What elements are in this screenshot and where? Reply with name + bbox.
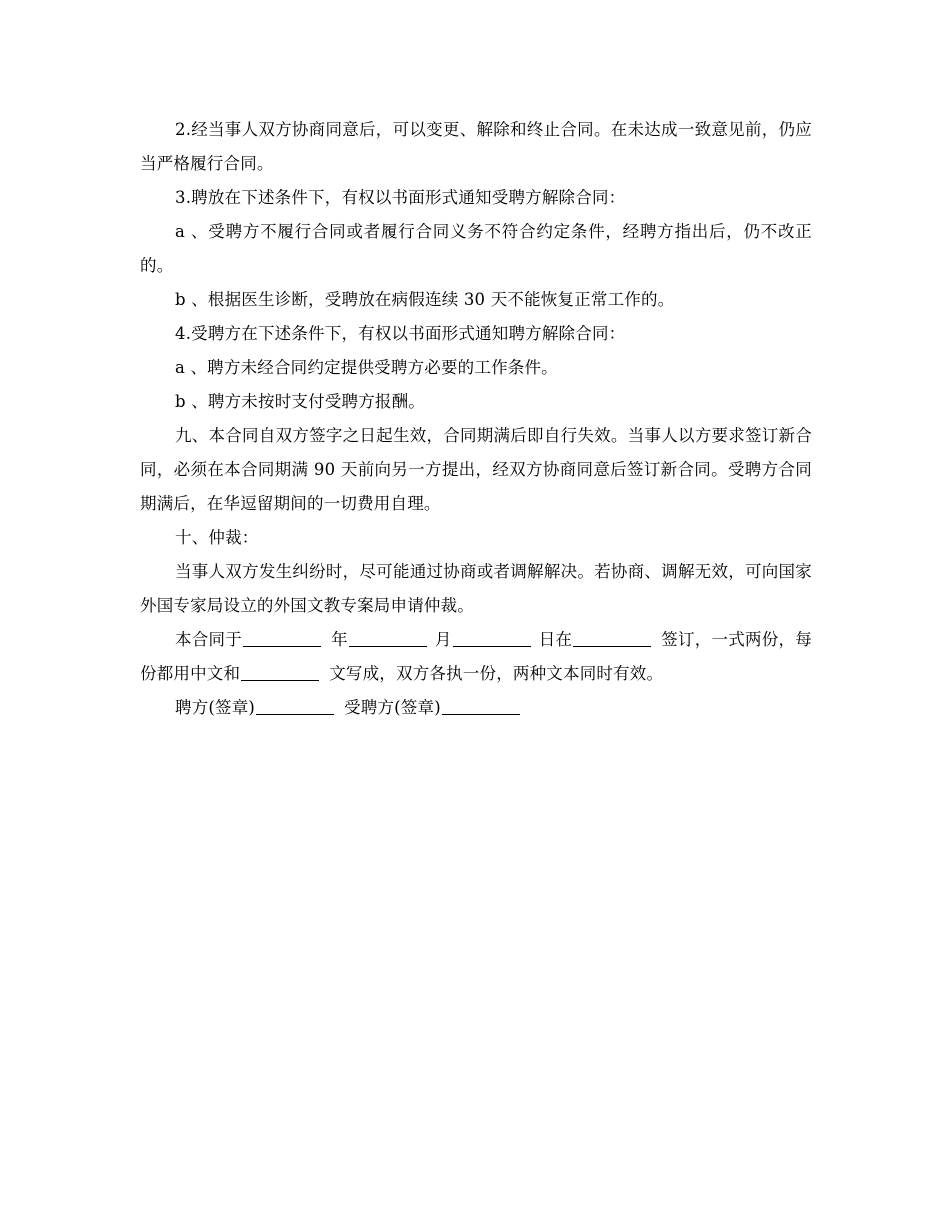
language-blank	[241, 662, 319, 681]
date-suffix: 文写成，双方各执一份，两种文本同时有效。	[329, 664, 664, 683]
day-blank	[453, 628, 531, 647]
clause-3a: a 、受聘方不履行合同或者履行合同义务不符合约定条件，经聘方指出后，仍不改正的。	[140, 222, 812, 275]
clause-3: 3.聘放在下述条件下，有权以书面形式通知受聘方解除合同：	[175, 188, 626, 207]
month-label: 月	[434, 630, 452, 649]
clause-4a: a 、聘方未经合同约定提供受聘方必要的工作条件。	[175, 358, 558, 377]
date-prefix: 本合同于	[175, 630, 243, 649]
employee-signature-blank	[442, 696, 520, 715]
employer-signature-blank	[256, 696, 334, 715]
signature-line	[140, 691, 812, 725]
place-blank	[573, 628, 651, 647]
month-blank	[349, 628, 427, 647]
year-label: 年	[331, 630, 348, 649]
section-10-heading: 十、仲裁：	[175, 528, 259, 547]
date-clause	[140, 623, 812, 691]
employer-signature-label: 聘方(签章)	[175, 698, 256, 717]
arbitration-text: 当事人双方发生纠纷时，尽可能通过协商或者调解解决。若协商、调解无效，可向国家外国专家局设立的外国文教专案局申请仲裁。	[140, 562, 812, 615]
clause-2: 2.经当事人双方协商同意后，可以变更、解除和终止合同。在未达成一致意见前，仍应当严格履行合同。	[140, 120, 812, 173]
document-page	[140, 113, 812, 725]
employee-signature-label: 受聘方(签章)	[344, 698, 441, 717]
section-9: 九、本合同自双方签字之日起生效，合同期满后即自行失效。当事人以方要求签订新合同，必须在本合同期满 90 天前向另一方提出，经双方协商同意后签订新合同。受聘方合同期满后，在华逗留期间的一切费用自理。	[140, 426, 812, 513]
year-blank	[243, 628, 321, 647]
clause-4b: b 、聘方未按时支付受聘方报酬。	[175, 392, 426, 411]
signed-text: 签订，一式两份，每份都用中文和	[140, 630, 812, 683]
day-place-label: 日在	[538, 630, 573, 649]
clause-3b: b 、根据医生诊断，受聘放在病假连续 30 天不能恢复正常工作的。	[175, 290, 675, 309]
clause-4: 4.受聘方在下述条件下，有权以书面形式通知聘方解除合同：	[175, 324, 626, 343]
